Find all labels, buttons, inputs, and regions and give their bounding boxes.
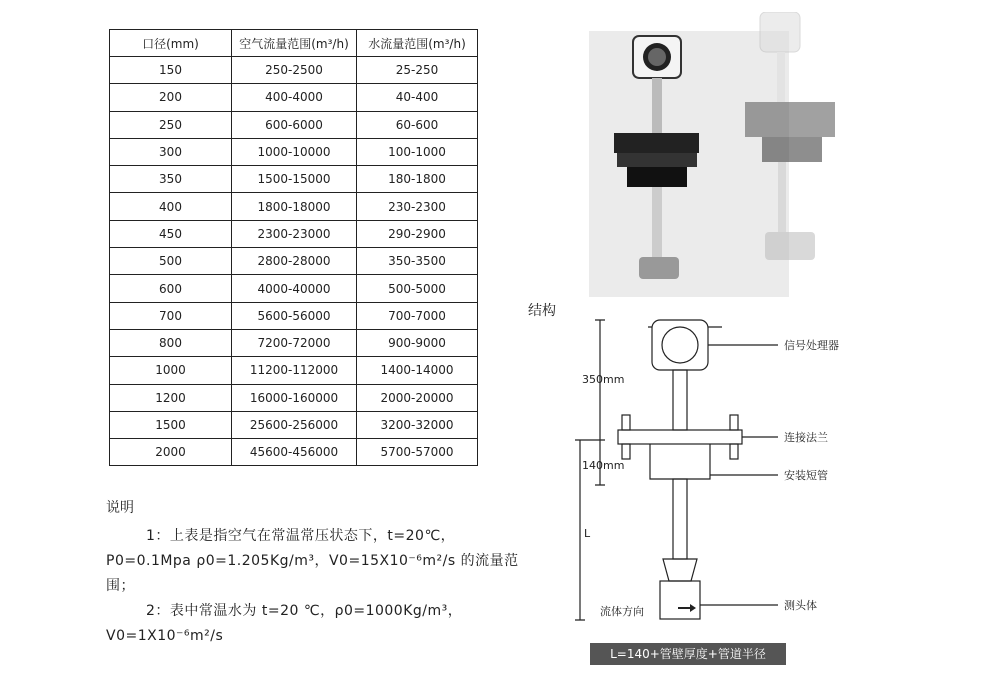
cell-air-flow: 2800-28000 (232, 248, 357, 275)
cell-diameter: 700 (110, 302, 232, 329)
cell-air-flow: 7200-72000 (232, 329, 357, 356)
cell-air-flow: 1000-10000 (232, 138, 357, 165)
header-air-flow: 空气流量范围(m³/h) (232, 30, 357, 57)
cell-water-flow: 100-1000 (357, 138, 478, 165)
note-2: 2：表中常温水为 t=20 ℃，ρ0=1000Kg/m³，V0=1X10⁻⁶m²/s (106, 603, 463, 644)
table-row (110, 439, 478, 466)
cell-water-flow: 3200-32000 (357, 411, 478, 438)
table-row (110, 220, 478, 247)
flowmeter-ghost-illustration (740, 12, 860, 272)
cell-water-flow: 230-2300 (357, 193, 478, 220)
cell-diameter: 200 (110, 84, 232, 111)
cell-water-flow: 40-400 (357, 84, 478, 111)
cell-diameter: 450 (110, 220, 232, 247)
cell-diameter: 1200 (110, 384, 232, 411)
table-row (110, 302, 478, 329)
cell-water-flow: 900-9000 (357, 329, 478, 356)
cell-diameter: 600 (110, 275, 232, 302)
cell-diameter: 150 (110, 57, 232, 84)
table-row (110, 329, 478, 356)
table-header-row (110, 30, 478, 57)
cell-diameter: 1000 (110, 357, 232, 384)
table-row (110, 111, 478, 138)
cell-air-flow: 1500-15000 (232, 166, 357, 193)
cell-diameter: 400 (110, 193, 232, 220)
table-row (110, 138, 478, 165)
cell-water-flow: 700-7000 (357, 302, 478, 329)
cell-water-flow: 5700-57000 (357, 439, 478, 466)
table-row (110, 193, 478, 220)
label-pipe: 安装短管 (784, 469, 828, 482)
table-row (110, 166, 478, 193)
cell-diameter: 300 (110, 138, 232, 165)
cell-diameter: 800 (110, 329, 232, 356)
label-processor: 信号处理器 (784, 339, 839, 352)
flow-direction-label: 流体方向 (600, 605, 644, 618)
cell-water-flow: 25-250 (357, 57, 478, 84)
notes-section (106, 496, 526, 649)
cell-water-flow: 500-5000 (357, 275, 478, 302)
cell-air-flow: 1800-18000 (232, 193, 357, 220)
label-probe: 测头体 (784, 599, 817, 612)
dim-350: 350mm (582, 373, 625, 386)
cell-air-flow: 4000-40000 (232, 275, 357, 302)
cell-water-flow: 60-600 (357, 111, 478, 138)
cell-diameter: 1500 (110, 411, 232, 438)
table-row (110, 248, 478, 275)
cell-water-flow: 350-3500 (357, 248, 478, 275)
table-row (110, 384, 478, 411)
cell-air-flow: 25600-256000 (232, 411, 357, 438)
notes-title: 说明 (106, 500, 134, 516)
structure-diagram (570, 315, 870, 635)
cell-air-flow: 45600-456000 (232, 439, 357, 466)
note-1: 1：上表是指空气在常温常压状态下，t=20℃，P0=0.1Mpa ρ0=1.205Kg/m³，V0=15X10⁻⁶m²/s 的流量范围； (106, 528, 519, 594)
structure-title: 结构 (528, 303, 556, 319)
header-water-flow: 水流量范围(m³/h) (357, 30, 478, 57)
cell-air-flow: 400-4000 (232, 84, 357, 111)
cell-diameter: 350 (110, 166, 232, 193)
cell-water-flow: 180-1800 (357, 166, 478, 193)
cell-air-flow: 11200-112000 (232, 357, 357, 384)
table-row (110, 411, 478, 438)
header-diameter: 口径(mm) (110, 30, 232, 57)
dim-140: 140mm (582, 459, 625, 472)
table-row (110, 84, 478, 111)
label-flange: 连接法兰 (784, 431, 828, 444)
cell-diameter: 500 (110, 248, 232, 275)
cell-diameter: 250 (110, 111, 232, 138)
cell-diameter: 2000 (110, 439, 232, 466)
cell-air-flow: 2300-23000 (232, 220, 357, 247)
cell-water-flow: 2000-20000 (357, 384, 478, 411)
cell-water-flow: 290-2900 (357, 220, 478, 247)
table-row (110, 275, 478, 302)
cell-air-flow: 600-6000 (232, 111, 357, 138)
flow-range-table (109, 29, 478, 466)
dim-l: L (584, 527, 591, 540)
cell-air-flow: 5600-56000 (232, 302, 357, 329)
cell-air-flow: 16000-160000 (232, 384, 357, 411)
cell-air-flow: 250-2500 (232, 57, 357, 84)
cell-water-flow: 1400-14000 (357, 357, 478, 384)
table-row (110, 57, 478, 84)
length-formula-bar: L=140+管壁厚度+管道半径 (590, 643, 786, 665)
table-row (110, 357, 478, 384)
